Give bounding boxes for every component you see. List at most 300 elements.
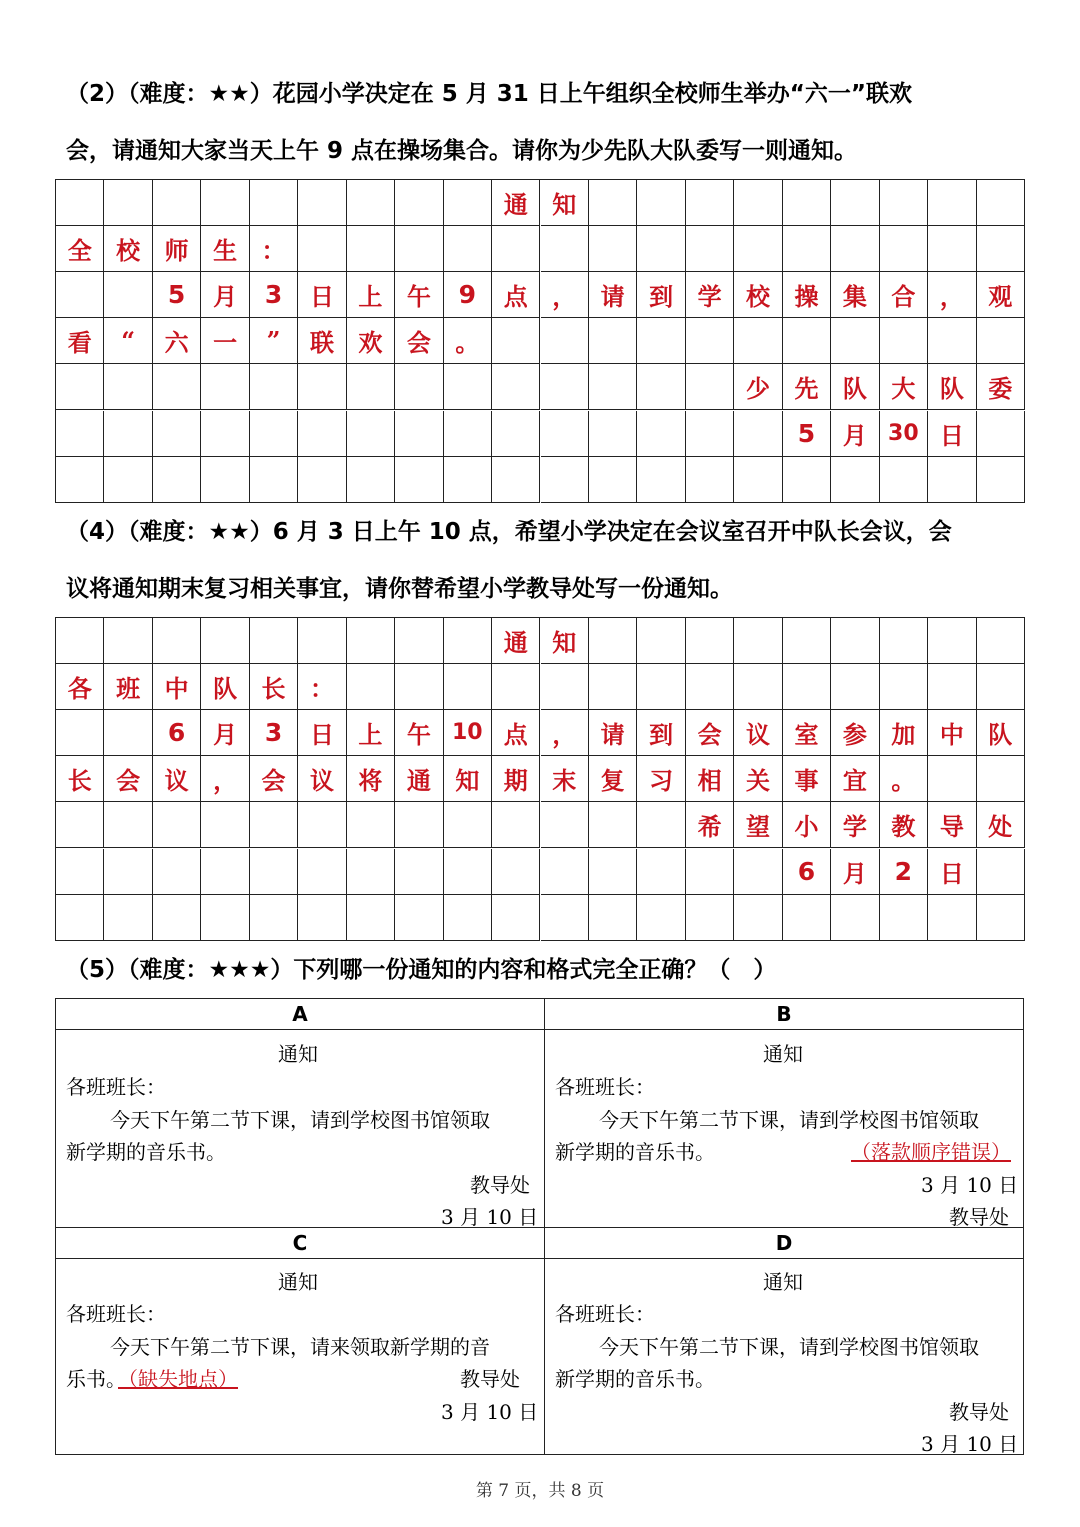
option-b-header: B bbox=[545, 999, 1023, 1030]
grid-cell: 日 bbox=[298, 272, 346, 318]
grid-cell bbox=[541, 664, 589, 710]
grid-cell bbox=[56, 457, 104, 503]
grid-cell bbox=[928, 664, 976, 710]
grid-cell bbox=[201, 849, 249, 895]
grid-cell: 知 bbox=[541, 180, 589, 226]
grid-cell bbox=[637, 318, 685, 364]
option-b-body-line2: 新学期的音乐书。 bbox=[555, 1140, 715, 1164]
grid-cell: 长 bbox=[250, 664, 298, 710]
grid-cell bbox=[153, 180, 201, 226]
grid-cell bbox=[541, 318, 589, 364]
grid-cell: 6 bbox=[783, 849, 831, 895]
grid-cell bbox=[153, 802, 201, 848]
grid-cell bbox=[56, 411, 104, 457]
grid-cell: 10 bbox=[444, 710, 492, 756]
grid-cell: 少 bbox=[734, 364, 782, 410]
grid-cell bbox=[250, 618, 298, 664]
grid-cell bbox=[201, 411, 249, 457]
grid-cell bbox=[880, 318, 928, 364]
grid-cell bbox=[395, 364, 443, 410]
grid-cell bbox=[298, 180, 346, 226]
grid-cell bbox=[347, 411, 395, 457]
grid-cell: 联 bbox=[298, 318, 346, 364]
grid-cell bbox=[250, 802, 298, 848]
grid-cell: 请 bbox=[589, 710, 637, 756]
grid-cell: 。 bbox=[880, 756, 928, 802]
grid-cell bbox=[492, 895, 540, 941]
grid-cell bbox=[104, 802, 152, 848]
grid-cell bbox=[56, 895, 104, 941]
page-footer: 第 7 页，共 8 页 bbox=[475, 1481, 605, 1501]
option-b-body-line1: 今天下午第二节下课，请到学校图书馆领取 bbox=[599, 1108, 979, 1132]
grid-cell: 日 bbox=[928, 849, 976, 895]
grid-cell: 校 bbox=[734, 272, 782, 318]
grid-cell bbox=[637, 180, 685, 226]
grid-cell bbox=[880, 895, 928, 941]
q2-writing-grid bbox=[55, 179, 1025, 503]
grid-cell: 室 bbox=[783, 710, 831, 756]
grid-cell bbox=[104, 457, 152, 503]
grid-cell bbox=[250, 849, 298, 895]
grid-cell bbox=[977, 411, 1025, 457]
grid-cell: 导 bbox=[928, 802, 976, 848]
grid-cell bbox=[56, 849, 104, 895]
grid-cell bbox=[928, 895, 976, 941]
grid-cell: 末 bbox=[541, 756, 589, 802]
grid-cell bbox=[734, 618, 782, 664]
grid-cell bbox=[541, 802, 589, 848]
grid-cell bbox=[153, 457, 201, 503]
grid-cell bbox=[395, 664, 443, 710]
option-d-sign: 教导处 bbox=[949, 1400, 1009, 1424]
grid-cell bbox=[104, 411, 152, 457]
grid-cell bbox=[880, 457, 928, 503]
grid-cell bbox=[686, 664, 734, 710]
grid-cell bbox=[928, 318, 976, 364]
option-c-body bbox=[56, 1259, 544, 1454]
grid-cell: 校 bbox=[104, 226, 152, 272]
grid-cell: 合 bbox=[880, 272, 928, 318]
grid-cell bbox=[734, 226, 782, 272]
option-b-sign: 教导处 bbox=[949, 1205, 1009, 1229]
grid-cell bbox=[492, 664, 540, 710]
grid-cell bbox=[880, 226, 928, 272]
option-d-body bbox=[545, 1259, 1023, 1454]
grid-cell bbox=[250, 364, 298, 410]
q4-prompt-line1: （4）（难度：★★）6 月 3 日上午 10 点，希望小学决定在会议室召开中队长会议，会 bbox=[66, 519, 952, 545]
grid-cell: 2 bbox=[880, 849, 928, 895]
option-a-sign: 教导处 bbox=[470, 1173, 530, 1197]
grid-cell bbox=[153, 895, 201, 941]
grid-cell bbox=[686, 895, 734, 941]
option-c-note: （缺失地点） bbox=[118, 1367, 238, 1391]
grid-cell bbox=[347, 457, 395, 503]
grid-cell bbox=[686, 318, 734, 364]
option-a-body-line2: 新学期的音乐书。 bbox=[66, 1140, 226, 1164]
option-a-header: A bbox=[56, 999, 544, 1030]
grid-cell bbox=[734, 895, 782, 941]
grid-cell: 望 bbox=[734, 802, 782, 848]
grid-cell: 操 bbox=[783, 272, 831, 318]
grid-cell bbox=[977, 664, 1025, 710]
grid-cell bbox=[880, 664, 928, 710]
grid-cell: 议 bbox=[298, 756, 346, 802]
option-b-body bbox=[545, 1030, 1023, 1227]
grid-cell bbox=[637, 618, 685, 664]
grid-cell bbox=[637, 226, 685, 272]
grid-cell bbox=[250, 411, 298, 457]
grid-cell: 3 bbox=[250, 272, 298, 318]
grid-cell bbox=[541, 226, 589, 272]
grid-cell bbox=[589, 849, 637, 895]
grid-cell: 师 bbox=[153, 226, 201, 272]
grid-cell bbox=[637, 895, 685, 941]
grid-cell bbox=[153, 849, 201, 895]
grid-cell bbox=[637, 364, 685, 410]
grid-cell: 到 bbox=[637, 710, 685, 756]
grid-cell: 宜 bbox=[831, 756, 879, 802]
grid-cell bbox=[589, 895, 637, 941]
grid-cell bbox=[541, 364, 589, 410]
grid-cell bbox=[444, 411, 492, 457]
grid-cell bbox=[492, 802, 540, 848]
grid-cell bbox=[831, 664, 879, 710]
grid-cell: 通 bbox=[492, 180, 540, 226]
grid-cell bbox=[395, 618, 443, 664]
grid-cell bbox=[589, 364, 637, 410]
grid-cell bbox=[783, 618, 831, 664]
grid-cell: 委 bbox=[977, 364, 1025, 410]
grid-cell bbox=[250, 895, 298, 941]
grid-cell: 知 bbox=[444, 756, 492, 802]
grid-cell bbox=[492, 457, 540, 503]
grid-cell bbox=[541, 849, 589, 895]
grid-cell bbox=[347, 849, 395, 895]
grid-cell bbox=[395, 802, 443, 848]
grid-cell bbox=[347, 802, 395, 848]
grid-cell bbox=[589, 318, 637, 364]
grid-cell bbox=[444, 457, 492, 503]
grid-cell bbox=[56, 802, 104, 848]
grid-cell: 日 bbox=[298, 710, 346, 756]
grid-cell bbox=[56, 272, 104, 318]
q4-writing-grid bbox=[55, 617, 1025, 941]
grid-cell: 欢 bbox=[347, 318, 395, 364]
grid-cell bbox=[395, 895, 443, 941]
grid-cell bbox=[347, 226, 395, 272]
grid-cell bbox=[637, 664, 685, 710]
option-c-body-line1: 今天下午第二节下课，请来领取新学期的音 bbox=[110, 1335, 490, 1359]
q4-prompt-line2: 议将通知期末复习相关事宜，请你替希望小学教导处写一份通知。 bbox=[66, 576, 733, 602]
options-table bbox=[55, 998, 1024, 1455]
grid-cell: 上 bbox=[347, 272, 395, 318]
grid-cell bbox=[783, 226, 831, 272]
grid-cell bbox=[153, 364, 201, 410]
grid-cell bbox=[977, 895, 1025, 941]
grid-cell bbox=[783, 895, 831, 941]
grid-cell: 知 bbox=[541, 618, 589, 664]
grid-cell: 通 bbox=[395, 756, 443, 802]
option-a-body-line1: 今天下午第二节下课，请到学校图书馆领取 bbox=[110, 1108, 490, 1132]
grid-cell bbox=[347, 618, 395, 664]
grid-cell bbox=[444, 180, 492, 226]
grid-cell: 请 bbox=[589, 272, 637, 318]
grid-cell bbox=[104, 618, 152, 664]
grid-cell: 大 bbox=[880, 364, 928, 410]
grid-cell bbox=[831, 180, 879, 226]
grid-cell: 议 bbox=[734, 710, 782, 756]
grid-cell: ， bbox=[928, 272, 976, 318]
grid-cell bbox=[686, 364, 734, 410]
grid-cell: 午 bbox=[395, 710, 443, 756]
grid-cell: 月 bbox=[831, 849, 879, 895]
grid-cell bbox=[201, 457, 249, 503]
grid-cell: 点 bbox=[492, 710, 540, 756]
grid-cell: 集 bbox=[831, 272, 879, 318]
grid-cell bbox=[589, 411, 637, 457]
grid-cell: 全 bbox=[56, 226, 104, 272]
grid-cell bbox=[104, 364, 152, 410]
grid-cell bbox=[492, 411, 540, 457]
grid-cell bbox=[298, 849, 346, 895]
grid-cell bbox=[395, 411, 443, 457]
grid-cell bbox=[347, 664, 395, 710]
grid-cell bbox=[831, 618, 879, 664]
grid-cell bbox=[831, 318, 879, 364]
grid-cell: 队 bbox=[831, 364, 879, 410]
grid-cell: ， bbox=[541, 710, 589, 756]
q2-prompt-line2: 会，请通知大家当天上午 9 点在操场集合。请你为少先队大队委写一则通知。 bbox=[66, 138, 858, 164]
grid-cell: 月 bbox=[831, 411, 879, 457]
grid-cell bbox=[734, 664, 782, 710]
grid-cell: 教 bbox=[880, 802, 928, 848]
option-c-title: 通知 bbox=[278, 1270, 318, 1294]
grid-cell: 会 bbox=[686, 710, 734, 756]
grid-cell: 队 bbox=[977, 710, 1025, 756]
grid-cell bbox=[347, 895, 395, 941]
grid-cell: 生 bbox=[201, 226, 249, 272]
option-d-header: D bbox=[545, 1228, 1023, 1259]
option-d-title: 通知 bbox=[763, 1270, 803, 1294]
grid-cell: 6 bbox=[153, 710, 201, 756]
grid-cell bbox=[492, 364, 540, 410]
grid-cell bbox=[928, 618, 976, 664]
grid-cell bbox=[589, 226, 637, 272]
grid-cell bbox=[686, 226, 734, 272]
grid-cell: 参 bbox=[831, 710, 879, 756]
grid-cell bbox=[201, 895, 249, 941]
grid-cell bbox=[589, 457, 637, 503]
grid-cell bbox=[298, 802, 346, 848]
grid-cell bbox=[928, 226, 976, 272]
grid-cell bbox=[56, 710, 104, 756]
grid-cell: “ bbox=[104, 318, 152, 364]
option-c-date: 3 月 10 日 bbox=[441, 1400, 539, 1424]
grid-cell bbox=[444, 664, 492, 710]
option-d-body-line1: 今天下午第二节下课，请到学校图书馆领取 bbox=[599, 1335, 979, 1359]
grid-cell bbox=[734, 180, 782, 226]
option-a-date: 3 月 10 日 bbox=[441, 1205, 539, 1229]
grid-cell: 看 bbox=[56, 318, 104, 364]
grid-cell bbox=[734, 411, 782, 457]
option-c-body-line2: 乐书。 bbox=[66, 1367, 126, 1391]
grid-cell bbox=[444, 364, 492, 410]
grid-cell: 5 bbox=[153, 272, 201, 318]
grid-cell: 会 bbox=[250, 756, 298, 802]
grid-cell bbox=[153, 411, 201, 457]
grid-cell bbox=[637, 411, 685, 457]
grid-cell bbox=[104, 180, 152, 226]
grid-cell: 到 bbox=[637, 272, 685, 318]
option-a-greeting: 各班班长： bbox=[66, 1075, 166, 1099]
grid-cell bbox=[977, 756, 1025, 802]
grid-cell: 上 bbox=[347, 710, 395, 756]
grid-cell bbox=[201, 364, 249, 410]
grid-cell bbox=[977, 318, 1025, 364]
option-d-greeting: 各班班长： bbox=[555, 1302, 655, 1326]
grid-cell bbox=[686, 618, 734, 664]
grid-cell bbox=[444, 802, 492, 848]
option-a-title: 通知 bbox=[278, 1042, 318, 1066]
grid-cell: ： bbox=[298, 664, 346, 710]
grid-cell: ” bbox=[250, 318, 298, 364]
grid-cell bbox=[298, 895, 346, 941]
option-b-greeting: 各班班长： bbox=[555, 1075, 655, 1099]
grid-cell: 3 bbox=[250, 710, 298, 756]
grid-cell bbox=[541, 895, 589, 941]
grid-cell: 9 bbox=[444, 272, 492, 318]
grid-cell: 学 bbox=[831, 802, 879, 848]
grid-cell: 队 bbox=[928, 364, 976, 410]
grid-cell: 小 bbox=[783, 802, 831, 848]
grid-cell bbox=[589, 180, 637, 226]
grid-cell: 长 bbox=[56, 756, 104, 802]
grid-cell: 议 bbox=[153, 756, 201, 802]
grid-cell bbox=[637, 457, 685, 503]
grid-cell bbox=[880, 618, 928, 664]
grid-cell bbox=[201, 618, 249, 664]
grid-cell bbox=[347, 180, 395, 226]
q5-question: （5）（难度：★★★）下列哪一份通知的内容和格式完全正确？（ ） bbox=[66, 957, 777, 983]
grid-cell bbox=[56, 618, 104, 664]
grid-cell: 点 bbox=[492, 272, 540, 318]
option-b-note: （落款顺序错误） bbox=[851, 1140, 1011, 1164]
grid-cell bbox=[541, 457, 589, 503]
grid-cell bbox=[637, 849, 685, 895]
q2-prompt-line1: （2）（难度：★★）花园小学决定在 5 月 31 日上午组织全校师生举办“六一”联欢 bbox=[66, 81, 913, 107]
grid-cell: 5 bbox=[783, 411, 831, 457]
grid-cell: 月 bbox=[201, 272, 249, 318]
grid-cell: ， bbox=[541, 272, 589, 318]
grid-cell bbox=[298, 226, 346, 272]
grid-cell bbox=[783, 180, 831, 226]
grid-cell bbox=[637, 802, 685, 848]
grid-cell: 观 bbox=[977, 272, 1025, 318]
grid-cell bbox=[977, 180, 1025, 226]
grid-cell bbox=[734, 457, 782, 503]
grid-cell bbox=[395, 457, 443, 503]
grid-cell: 。 bbox=[444, 318, 492, 364]
grid-cell: 复 bbox=[589, 756, 637, 802]
option-d-body-line2: 新学期的音乐书。 bbox=[555, 1367, 715, 1391]
grid-cell bbox=[977, 849, 1025, 895]
grid-cell bbox=[734, 318, 782, 364]
grid-cell bbox=[104, 710, 152, 756]
grid-cell bbox=[56, 180, 104, 226]
grid-cell bbox=[104, 272, 152, 318]
grid-cell: 相 bbox=[686, 756, 734, 802]
grid-cell: 一 bbox=[201, 318, 249, 364]
grid-cell bbox=[444, 895, 492, 941]
grid-cell: 事 bbox=[783, 756, 831, 802]
option-c-header: C bbox=[56, 1228, 544, 1259]
grid-cell bbox=[395, 226, 443, 272]
grid-cell bbox=[831, 226, 879, 272]
grid-cell bbox=[977, 226, 1025, 272]
grid-cell bbox=[298, 457, 346, 503]
grid-cell bbox=[104, 895, 152, 941]
grid-cell: 30 bbox=[880, 411, 928, 457]
grid-cell: 午 bbox=[395, 272, 443, 318]
grid-cell bbox=[541, 411, 589, 457]
grid-cell: 六 bbox=[153, 318, 201, 364]
grid-cell: 月 bbox=[201, 710, 249, 756]
grid-cell: 会 bbox=[395, 318, 443, 364]
grid-cell bbox=[783, 664, 831, 710]
grid-cell bbox=[104, 849, 152, 895]
grid-cell: 会 bbox=[104, 756, 152, 802]
grid-cell: 习 bbox=[637, 756, 685, 802]
grid-cell bbox=[686, 180, 734, 226]
grid-cell bbox=[250, 457, 298, 503]
option-d-date: 3 月 10 日 bbox=[921, 1432, 1019, 1456]
option-c-sign: 教导处 bbox=[460, 1367, 520, 1391]
option-b-title: 通知 bbox=[763, 1042, 803, 1066]
option-a-body bbox=[56, 1030, 544, 1227]
grid-cell bbox=[201, 802, 249, 848]
grid-cell: 学 bbox=[686, 272, 734, 318]
grid-cell: 将 bbox=[347, 756, 395, 802]
grid-cell bbox=[831, 457, 879, 503]
grid-cell bbox=[686, 849, 734, 895]
grid-cell: 队 bbox=[201, 664, 249, 710]
grid-cell bbox=[395, 849, 443, 895]
grid-cell bbox=[298, 411, 346, 457]
grid-cell: 期 bbox=[492, 756, 540, 802]
grid-cell: 加 bbox=[880, 710, 928, 756]
grid-cell bbox=[444, 618, 492, 664]
grid-cell bbox=[589, 618, 637, 664]
grid-cell bbox=[250, 180, 298, 226]
grid-cell: ， bbox=[201, 756, 249, 802]
grid-cell bbox=[298, 618, 346, 664]
grid-cell: 关 bbox=[734, 756, 782, 802]
option-b-date: 3 月 10 日 bbox=[921, 1173, 1019, 1197]
grid-cell bbox=[928, 457, 976, 503]
grid-cell bbox=[928, 756, 976, 802]
grid-cell bbox=[589, 802, 637, 848]
grid-cell bbox=[977, 618, 1025, 664]
grid-cell bbox=[686, 457, 734, 503]
grid-cell bbox=[831, 895, 879, 941]
grid-cell bbox=[783, 457, 831, 503]
grid-cell: 中 bbox=[928, 710, 976, 756]
grid-cell bbox=[347, 364, 395, 410]
grid-cell: 希 bbox=[686, 802, 734, 848]
grid-cell bbox=[298, 364, 346, 410]
grid-cell: 各 bbox=[56, 664, 104, 710]
grid-cell bbox=[880, 180, 928, 226]
